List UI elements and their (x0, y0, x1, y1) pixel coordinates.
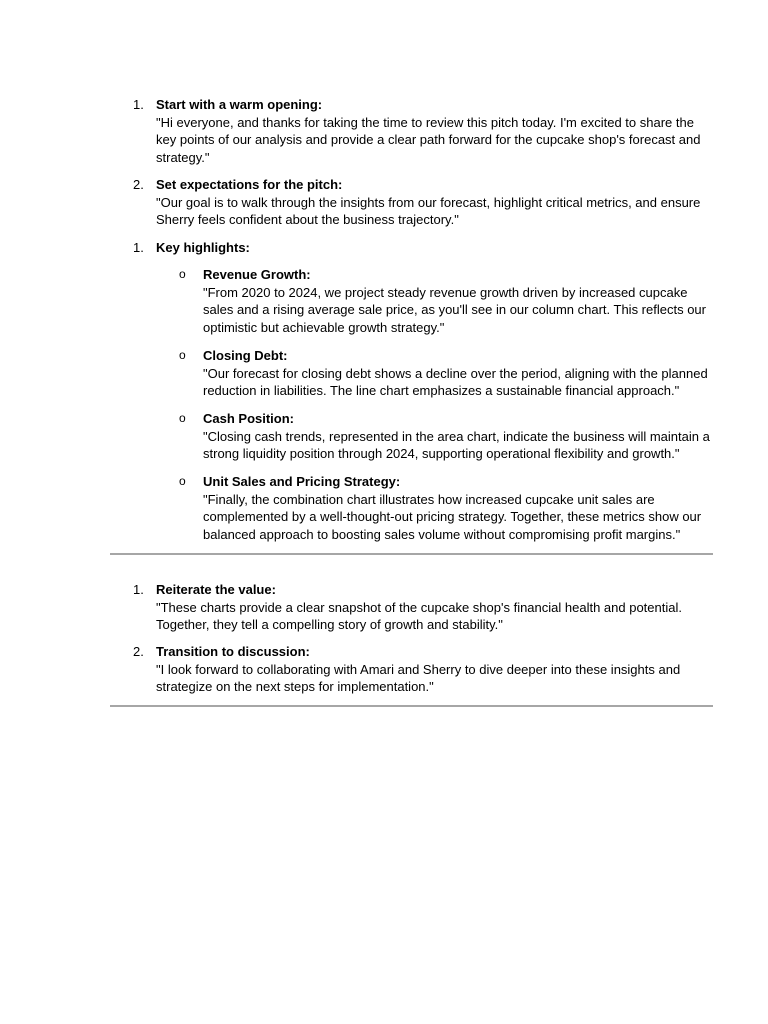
item-heading: Key highlights: (156, 240, 250, 255)
horizontal-divider (110, 705, 713, 707)
item-heading: Unit Sales and Pricing Strategy: (203, 474, 401, 489)
bullet-marker: o (179, 474, 186, 488)
item-quote: "Our forecast for closing debt shows a decline over the period, aligning with the planned reduction in liabilities. The line chart emphasizes a sustainable financial approach." (203, 365, 708, 398)
item-heading: Cash Position: (203, 411, 295, 426)
item-quote: "Closing cash trends, represented in the area chart, indicate the business will maintain a strong liquidity position through 2024, supporting operational flexibility and growth." (203, 428, 710, 461)
item-quote: "These charts provide a clear snapshot of the cupcake shop's financial health and potential. Together, they tell a compelling story of growth and stability." (156, 599, 682, 632)
list-number: 1. (133, 240, 144, 255)
item-quote: "Finally, the combination chart illustrates how increased cupcake unit sales are complemented by a well-thought-out pricing strategy. Together, these metrics show our balanced approach to boosting sales volume without compromising profit margins." (203, 491, 702, 542)
item-heading: Start with a warm opening: (156, 97, 323, 112)
horizontal-divider (110, 553, 713, 555)
item-heading: Transition to discussion: (156, 644, 310, 659)
list-number: 2. (133, 177, 144, 192)
item-heading: Set expectations for the pitch: (156, 177, 343, 192)
item-heading: Reiterate the value: (156, 582, 276, 597)
list-number: 1. (133, 582, 144, 597)
item-heading: Closing Debt: (203, 348, 288, 363)
list-number: 2. (133, 644, 144, 659)
bullet-marker: o (179, 411, 186, 425)
bullet-marker: o (179, 267, 186, 281)
item-quote: "Our goal is to walk through the insights from our forecast, highlight critical metrics, and ensure Sherry feels confident about the business trajectory." (156, 194, 701, 227)
item-quote: "I look forward to collaborating with Amari and Sherry to dive deeper into these insights and strategize on the next steps for implementation." (156, 661, 681, 694)
list-number: 1. (133, 97, 144, 112)
item-heading: Revenue Growth: (203, 267, 311, 282)
item-quote: "Hi everyone, and thanks for taking the time to review this pitch today. I'm excited to share the key points of our analysis and provide a clear path forward for the cupcake shop's forecast and strategy." (156, 114, 701, 165)
bullet-marker: o (179, 348, 186, 362)
item-quote: "From 2020 to 2024, we project steady revenue growth driven by increased cupcake sales and a rising average sale price, as you'll see in our column chart. This reflects our optimistic but achievable growth strategy." (203, 284, 706, 335)
